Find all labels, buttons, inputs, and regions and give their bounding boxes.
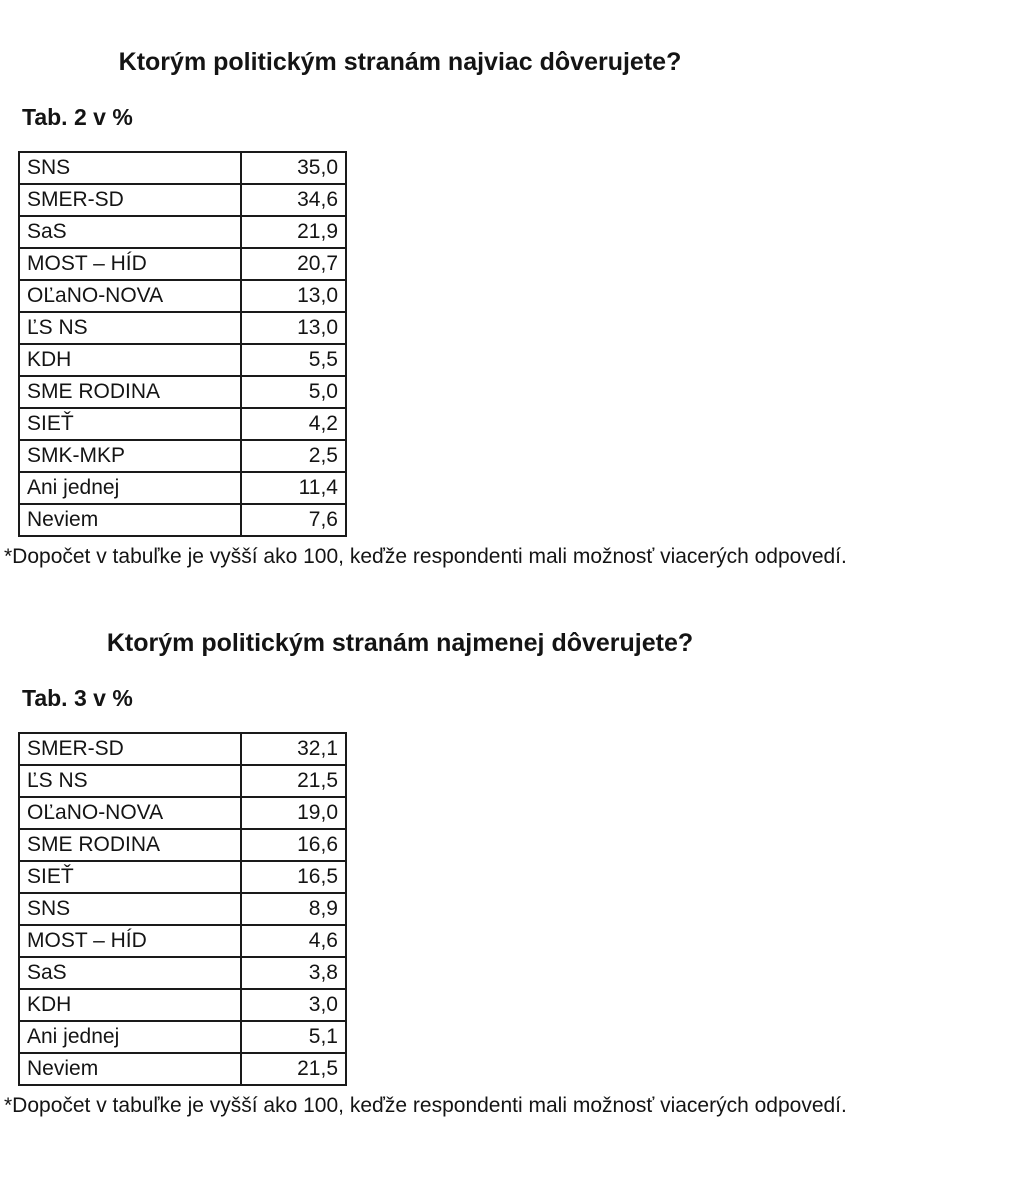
section-title-least-trusted: Ktorým politickým stranám najmenej dôverujete? [106,629,694,657]
table-row [19,280,346,312]
party-cell: SME RODINA [19,376,241,408]
table-row [19,408,346,440]
party-cell: KDH [19,989,241,1021]
value-cell: 21,5 [241,1053,346,1085]
table-row [19,829,346,861]
table-row [19,504,346,536]
party-cell: Neviem [19,504,241,536]
value-cell: 8,9 [241,893,346,925]
table-caption-tab3: Tab. 3 v % [22,685,133,711]
value-cell: 5,1 [241,1021,346,1053]
party-cell: SMER-SD [19,733,241,765]
table-footnote: *Dopočet v tabuľke je vyšší ako 100, keďže respondenti mali možnosť viacerých odpovedí. [4,545,847,568]
party-cell: MOST – HÍD [19,248,241,280]
table-row [19,152,346,184]
table-row [19,989,346,1021]
section-title-most-trusted: Ktorým politickým stranám najviac dôverujete? [118,48,682,76]
trust-table [18,151,347,537]
party-cell: SaS [19,216,241,248]
party-cell: ĽS NS [19,765,241,797]
section-least-trusted [0,629,1024,1118]
table-row [19,797,346,829]
section-most-trusted [0,0,1024,569]
table-row [19,440,346,472]
title-band [0,0,800,76]
table-row [19,957,346,989]
value-cell: 16,6 [241,829,346,861]
party-cell: MOST – HÍD [19,925,241,957]
value-cell: 5,0 [241,376,346,408]
table-row [19,312,346,344]
party-cell: SMK-MKP [19,440,241,472]
party-cell: SNS [19,893,241,925]
party-cell: OĽaNO-NOVA [19,797,241,829]
value-cell: 21,5 [241,765,346,797]
table-row [19,861,346,893]
value-cell: 11,4 [241,472,346,504]
party-cell: SaS [19,957,241,989]
table-row [19,893,346,925]
party-cell: SMER-SD [19,184,241,216]
party-cell: Neviem [19,1053,241,1085]
table-row [19,733,346,765]
table-row [19,248,346,280]
value-cell: 35,0 [241,152,346,184]
value-cell: 4,6 [241,925,346,957]
value-cell: 2,5 [241,440,346,472]
table-row [19,344,346,376]
table-footnote: *Dopočet v tabuľke je vyšší ako 100, keďže respondenti mali možnosť viacerých odpovedí. [4,1094,847,1117]
value-cell: 34,6 [241,184,346,216]
value-cell: 7,6 [241,504,346,536]
value-cell: 4,2 [241,408,346,440]
party-cell: KDH [19,344,241,376]
value-cell: 20,7 [241,248,346,280]
table-row [19,184,346,216]
table-row [19,925,346,957]
value-cell: 13,0 [241,280,346,312]
table-body [19,733,346,1085]
value-cell: 19,0 [241,797,346,829]
party-cell: Ani jednej [19,472,241,504]
distrust-table [18,732,347,1086]
value-cell: 16,5 [241,861,346,893]
value-cell: 21,9 [241,216,346,248]
party-cell: SIEŤ [19,861,241,893]
table-row [19,376,346,408]
table-caption-tab2: Tab. 2 v % [22,104,133,130]
value-cell: 3,8 [241,957,346,989]
value-cell: 32,1 [241,733,346,765]
value-cell: 3,0 [241,989,346,1021]
party-cell: Ani jednej [19,1021,241,1053]
table-row [19,1021,346,1053]
table-row [19,765,346,797]
party-cell: ĽS NS [19,312,241,344]
table-row [19,216,346,248]
value-cell: 5,5 [241,344,346,376]
party-cell: SME RODINA [19,829,241,861]
party-cell: OĽaNO-NOVA [19,280,241,312]
table-row [19,472,346,504]
title-band [0,629,800,657]
value-cell: 13,0 [241,312,346,344]
party-cell: SNS [19,152,241,184]
party-cell: SIEŤ [19,408,241,440]
table-row [19,1053,346,1085]
table-body [19,152,346,536]
